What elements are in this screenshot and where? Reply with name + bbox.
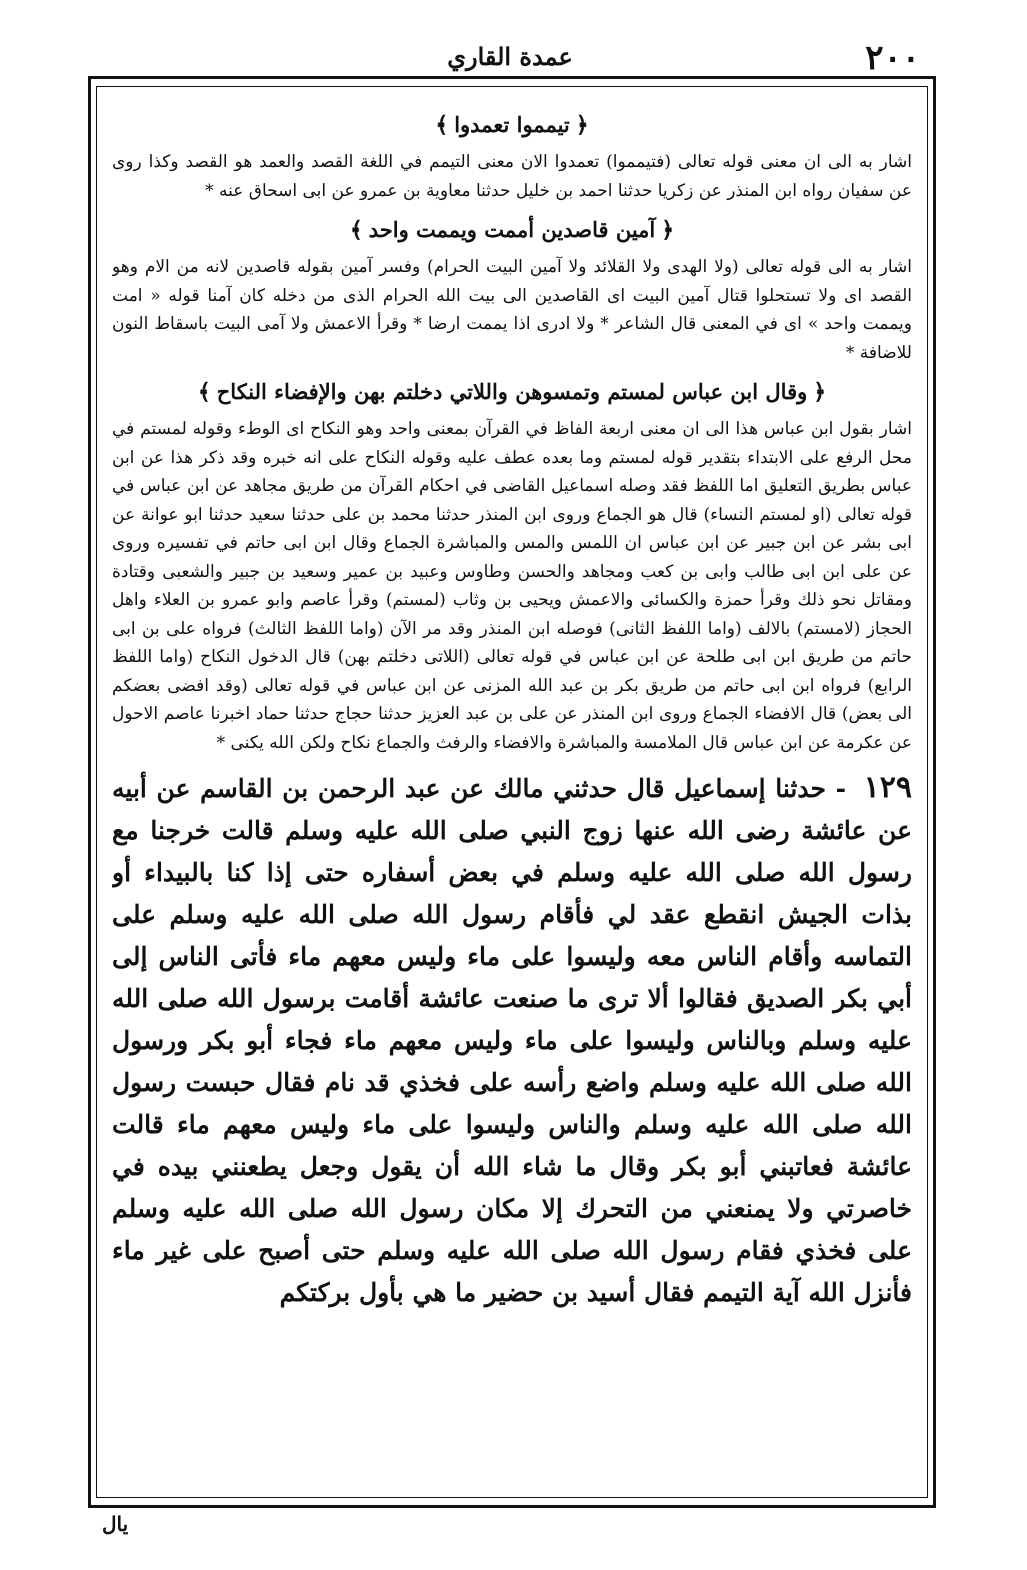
page-number: ۲۰۰ bbox=[865, 38, 920, 78]
commentary-paragraph: اشار به الى قوله تعالى (ولا الهدى ولا القلائد ولا آمين البيت الحرام) وفسر آمين بقوله قاصدين لانه من الام وهو القصد اى ولا تستحلوا قتال آمين البيت اى القاصدين الى بيت الله الحرام الذى من دخله كان آمنا قوله « امت ويممت واحد » اى في المعنى قال الشاعر * ولا ادرى اذا يممت ارضا * وقرأ الاعمش ولا آمى البيت باسقاط النون للاضافة * bbox=[112, 257, 912, 363]
page-content bbox=[112, 100, 912, 1492]
ornament-icon: ﴿ bbox=[661, 217, 675, 243]
ornament-icon: ﴿ bbox=[813, 379, 827, 405]
ornament-icon: ﴿ bbox=[575, 112, 589, 138]
ornament-icon: ﴾ bbox=[197, 379, 211, 405]
ornament-icon: ﴾ bbox=[435, 112, 449, 138]
section-heading-text: آمين قاصدين أممت ويممت واحد bbox=[368, 217, 656, 242]
page-header bbox=[70, 38, 950, 78]
section-heading bbox=[112, 211, 912, 249]
hadith-text: حدثنا إسماعيل قال حدثني مالك عن عبد الرحمن بن القاسم عن أبيه عن عائشة رضى الله عنها زوج النبي صلى الله عليه وسلم قالت خرجنا مع رسول الله صلى الله عليه وسلم في بعض أسفاره حتى إذا كنا بالبيداء أو بذات الجيش انقطع عقد لي فأقام رسول الله صلى الله عليه وسلم على التماسه وأقام الناس معه وليسوا على ماء وليس معهم ماء فأتى الناس إلى أبي بكر الصديق فقالوا ألا ترى ما صنعت عائشة أقامت برسول الله صلى الله عليه وسلم وبالناس وليسوا على ماء وليس معهم ماء فجاء أبو بكر ورسول الله صلى الله عليه وسلم واضع رأسه على فخذي قد نام فقال حبست رسول الله صلى الله عليه وسلم والناس وليسوا على ماء وليس معهم ماء قالت عائشة فعاتبني أبو بكر وقال ما شاء الله أن يقول وجعل يطعنني بيده في خاصرتي ولا يمنعني من التحرك إلا مكان رسول الله صلى الله عليه وسلم على فخذي فقام رسول الله صلى الله عليه وسلم حتى أصبح على غير ماء فأنزل الله آية التيمم فقال أسيد بن حضير ما هي بأول بركتكم bbox=[112, 774, 912, 1307]
hadith-number: ۱۲۹ bbox=[863, 770, 912, 805]
running-title: عمدة القاري bbox=[447, 42, 573, 71]
commentary-paragraph: اشار به الى ان معنى قوله تعالى (فتيمموا) تعمدوا الان معنى التيمم في اللغة القصد والعمد هو القصد وكذا روى عن سفيان رواه ابن المنذر عن زكريا حدثنا احمد بن خليل حدثنا معاوية بن عمرو عن ابى اسحاق عنه * bbox=[112, 152, 912, 201]
ornament-icon: ﴾ bbox=[349, 217, 363, 243]
footer-signature: يال bbox=[102, 1512, 129, 1536]
section-heading-text: وقال ابن عباس لمستم وتمسوهن واللاتي دخلتم بهن والإفضاء النكاح bbox=[216, 379, 808, 404]
section-heading bbox=[112, 106, 912, 144]
section-heading-text: تيمموا تعمدوا bbox=[454, 112, 570, 137]
section-heading bbox=[112, 373, 912, 411]
commentary-paragraph: اشار بقول ابن عباس هذا الى ان معنى اربعة الفاظ في القرآن بمعنى واحد وهو النكاح اى الوطء وقوله لمستم في محل الرفع على الابتداء بتقدير قوله لمستم وما بعده عطف عليه وقوله النكاح على انه خبره وقد ذكر هذا عن ابن عباس بطريق التعليق اما اللفظ فقد وصله اسماعيل القاضى في احكام القرآن من طريق مجاهد عن ابن عباس في قوله تعالى (او لمستم النساء) قال هو الجماع وروى ابن المنذر حدثنا محمد بن على حدثنا سعيد حدثنا ابو عوانة عن ابى بشر عن ابن جبير عن ابن عباس ان اللمس والمس والمباشرة الجماع وقال ابن ابى حاتم في تفسيره وروى عن على ابن ابى طالب وابى بن كعب ومجاهد والحسن وطاوس وعبيد بن عمير وسعيد بن جبير والشعبى وقتادة ومقاتل نحو ذلك وقرأ حمزة والكسائى والاعمش ويحيى بن وثاب (لمستم) وقرأ عاصم وابو عمرو بن العلاء واهل الحجاز (لامستم) بالالف (واما اللفظ الثانى) فوصله ابن المنذر وقد مر الآن (واما اللفظ الثالث) فرواه على بن ابى حاتم من طريق ابن ابى طلحة عن ابن عباس في قوله تعالى (اللاتى دخلتم بهن) قال الدخول النكاح (واما اللفظ الرابع) فرواه ابن ابى حاتم من طريق بكر بن عبد الله المزنى عن ابن عباس في قوله تعالى (وقد افضى بعضكم الى بعض) قال الافضاء الجماع وروى ابن المنذر عن على بن عبد العزيز حدثنا حجاج حدثنا حماد اخبرنا عاصم الاحول عن عكرمة عن ابن عباس قال الملامسة والمباشرة والافضاء والرفث والجماع نكاح ولكن الله يكنى * bbox=[112, 419, 912, 753]
hadith-text-block: ۱۲۹ - حدثنا إسماعيل قال حدثني مالك عن عبد الرحمن بن القاسم عن أبيه عن عائشة رضى الله عنها زوج النبي صلى الله عليه وسلم قالت خرجنا مع رسول الله صلى الله عليه وسلم في بعض أسفاره حتى إذا كنا بالبيداء أو بذات الجيش انقطع عقد لي فأقام رسول الله صلى الله عليه وسلم على التماسه وأقام الناس معه وليسوا على ماء وليس معهم ماء فأتى الناس إلى أبي بكر الصديق فقالوا ألا ترى ما صنعت عائشة أقامت برسول الله صلى الله عليه وسلم وبالناس وليسوا على ماء وليس معهم ماء فجاء أبو بكر ورسول الله صلى الله عليه وسلم واضع رأسه على فخذي قد نام فقال حبست رسول الله صلى الله عليه وسلم والناس وليسوا على ماء وليس معهم ماء قالت عائشة فعاتبني أبو بكر وقال ما شاء الله أن يقول وجعل يطعنني بيده في خاصرتي ولا يمنعني من التحرك إلا مكان رسول الله صلى الله عليه وسلم على فخذي فقام رسول الله صلى الله عليه وسلم حتى أصبح على غير ماء فأنزل الله آية التيمم فقال أسيد بن حضير ما هي بأول بركتكم bbox=[112, 770, 912, 1307]
